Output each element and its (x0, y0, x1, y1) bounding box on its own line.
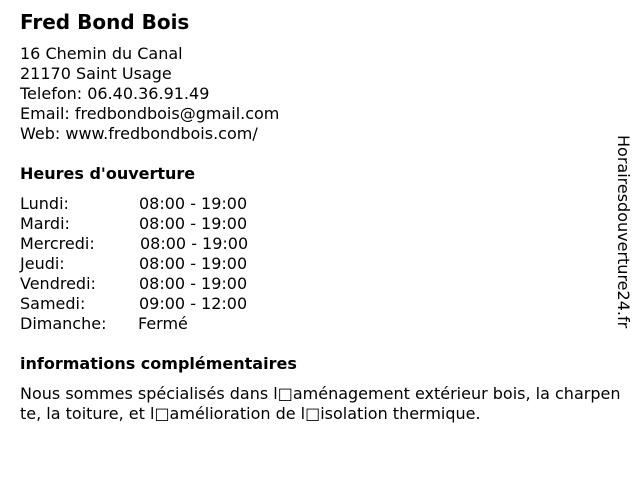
time-range: 08:00 - 19:00 (139, 274, 248, 293)
day-label: Mardi: (20, 214, 70, 233)
time-range: 09:00 - 12:00 (139, 294, 248, 313)
business-name: Fred Bond Bois (20, 10, 190, 34)
additional-info-text: Nous sommes spécialisés dans l□aménagement extérieur bois, la charpente, la toiture, et l□amélioration de l□isolation thermique. (20, 384, 621, 423)
day-label: Vendredi: (20, 274, 96, 293)
street-address: 16 Chemin du Canal (20, 44, 183, 63)
time-range: 08:00 - 19:00 (139, 214, 248, 233)
day-label: Dimanche: (20, 314, 107, 333)
contact-block (20, 44, 279, 144)
website-address: Web: www.fredbondbois.com/ (20, 124, 258, 143)
email-address: Email: fredbondbois@gmail.com (20, 104, 280, 123)
day-label: Lundi: (20, 194, 69, 213)
day-label: Jeudi: (20, 254, 65, 273)
time-range: 08:00 - 19:00 (140, 234, 249, 253)
day-label: Mercredi: (20, 234, 95, 253)
time-range: Fermé (138, 314, 188, 333)
time-range: 08:00 - 19:00 (139, 254, 248, 273)
phone-number: Telefon: 06.40.36.91.49 (20, 84, 210, 103)
day-label: Samedi: (20, 294, 86, 313)
city-postal: 21170 Saint Usage (20, 64, 172, 83)
site-watermark: Horairesdouverture24.fr (614, 135, 633, 329)
opening-hours-heading: Heures d'ouverture (20, 164, 196, 183)
additional-info-heading: informations complémentaires (20, 354, 297, 373)
time-range: 08:00 - 19:00 (139, 194, 248, 213)
